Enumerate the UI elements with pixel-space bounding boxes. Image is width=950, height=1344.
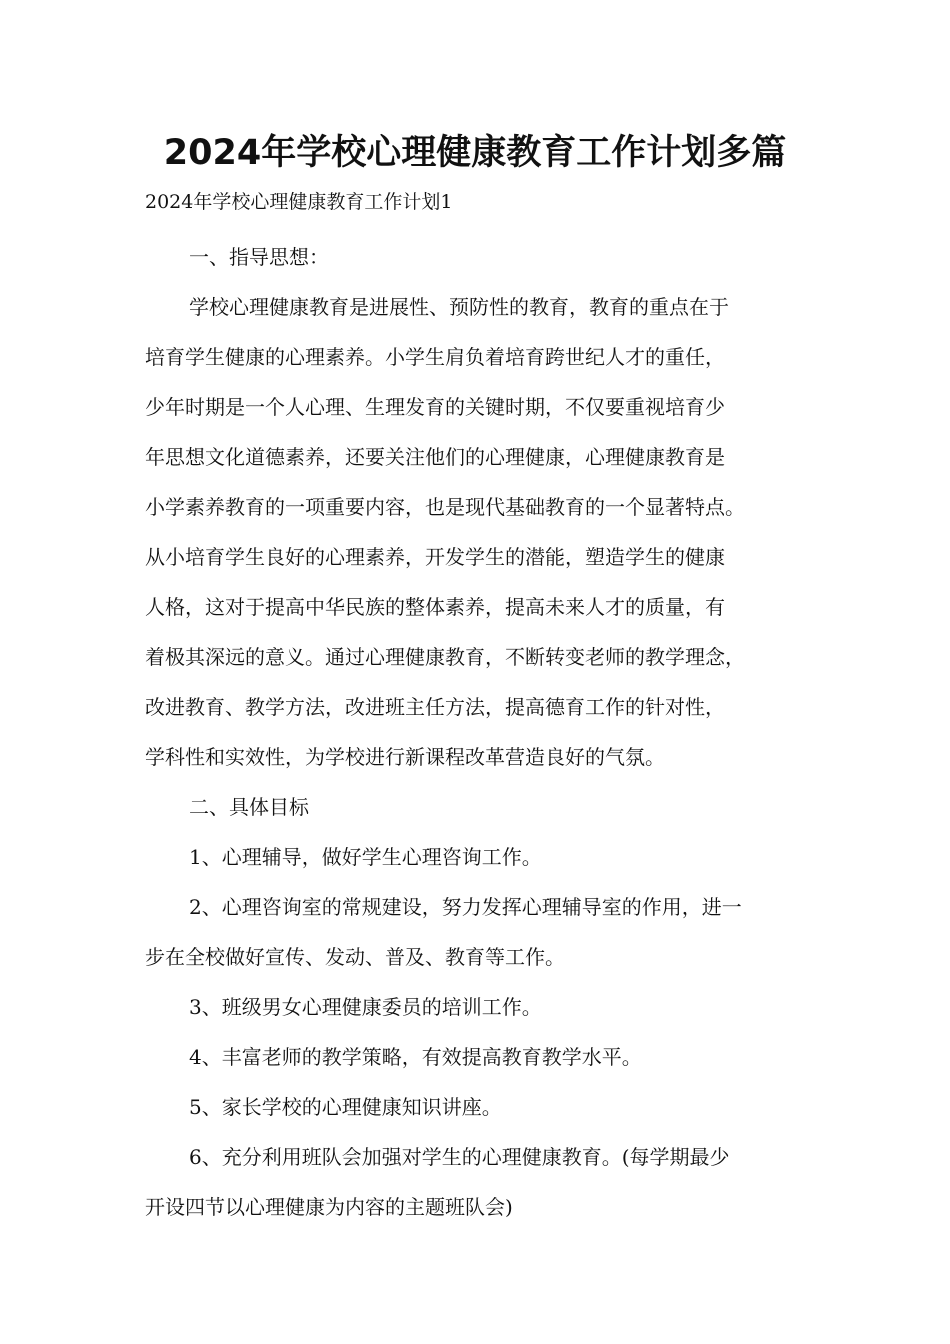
goal-item-6 bbox=[145, 1132, 825, 1232]
section-heading-specific-goals bbox=[145, 782, 825, 832]
text-line: 6、充分利用班队会加强对学生的心理健康教育。(每学期最少 bbox=[189, 1145, 730, 1169]
goal-item-4 bbox=[145, 1032, 825, 1082]
text-line: 开设四节以心理健康为内容的主题班队会) bbox=[145, 1195, 513, 1219]
text-line: 人格，这对于提高中华民族的整体素养，提高未来人才的质量，有 bbox=[145, 595, 725, 619]
text-line: 二、具体目标 bbox=[189, 795, 309, 819]
document-body bbox=[145, 232, 825, 1232]
text-line: 一、指导思想： bbox=[189, 245, 329, 269]
text-line: 着极其深远的意义。通过心理健康教育，不断转变老师的教学理念， bbox=[145, 645, 745, 669]
text-line: 步在全校做好宣传、发动、普及、教育等工作。 bbox=[145, 945, 565, 969]
paragraph-guiding-ideology bbox=[145, 282, 825, 782]
text-line: 3、班级男女心理健康委员的培训工作。 bbox=[189, 995, 542, 1019]
text-line: 5、家长学校的心理健康知识讲座。 bbox=[189, 1095, 502, 1119]
goal-item-3 bbox=[145, 982, 825, 1032]
text-line: 1、心理辅导，做好学生心理咨询工作。 bbox=[189, 845, 542, 869]
document-title: 2024年学校心理健康教育工作计划多篇 bbox=[163, 133, 787, 173]
text-line: 培育学生健康的心理素养。小学生肩负着培育跨世纪人才的重任， bbox=[145, 345, 725, 369]
text-line: 少年时期是一个人心理、生理发育的关键时期，不仅要重视培育少 bbox=[145, 395, 725, 419]
document-subtitle: 2024年学校心理健康教育工作计划1 bbox=[145, 191, 453, 213]
text-line: 从小培育学生良好的心理素养，开发学生的潜能，塑造学生的健康 bbox=[145, 545, 725, 569]
text-line: 4、丰富老师的教学策略，有效提高教育教学水平。 bbox=[189, 1045, 642, 1069]
goal-item-2 bbox=[145, 882, 825, 982]
text-line: 改进教育、教学方法，改进班主任方法，提高德育工作的针对性， bbox=[145, 695, 725, 719]
text-line: 学科性和实效性，为学校进行新课程改革营造良好的气氛。 bbox=[145, 745, 665, 769]
goal-item-1 bbox=[145, 832, 825, 882]
text-line: 小学素养教育的一项重要内容，也是现代基础教育的一个显著特点。 bbox=[145, 495, 745, 519]
text-line: 学校心理健康教育是进展性、预防性的教育，教育的重点在于 bbox=[189, 295, 729, 319]
goal-item-5 bbox=[145, 1082, 825, 1132]
section-heading-guiding-ideology bbox=[145, 232, 825, 282]
text-line: 年思想文化道德素养，还要关注他们的心理健康，心理健康教育是 bbox=[145, 445, 725, 469]
text-line: 2、心理咨询室的常规建设，努力发挥心理辅导室的作用，进一 bbox=[189, 895, 742, 919]
